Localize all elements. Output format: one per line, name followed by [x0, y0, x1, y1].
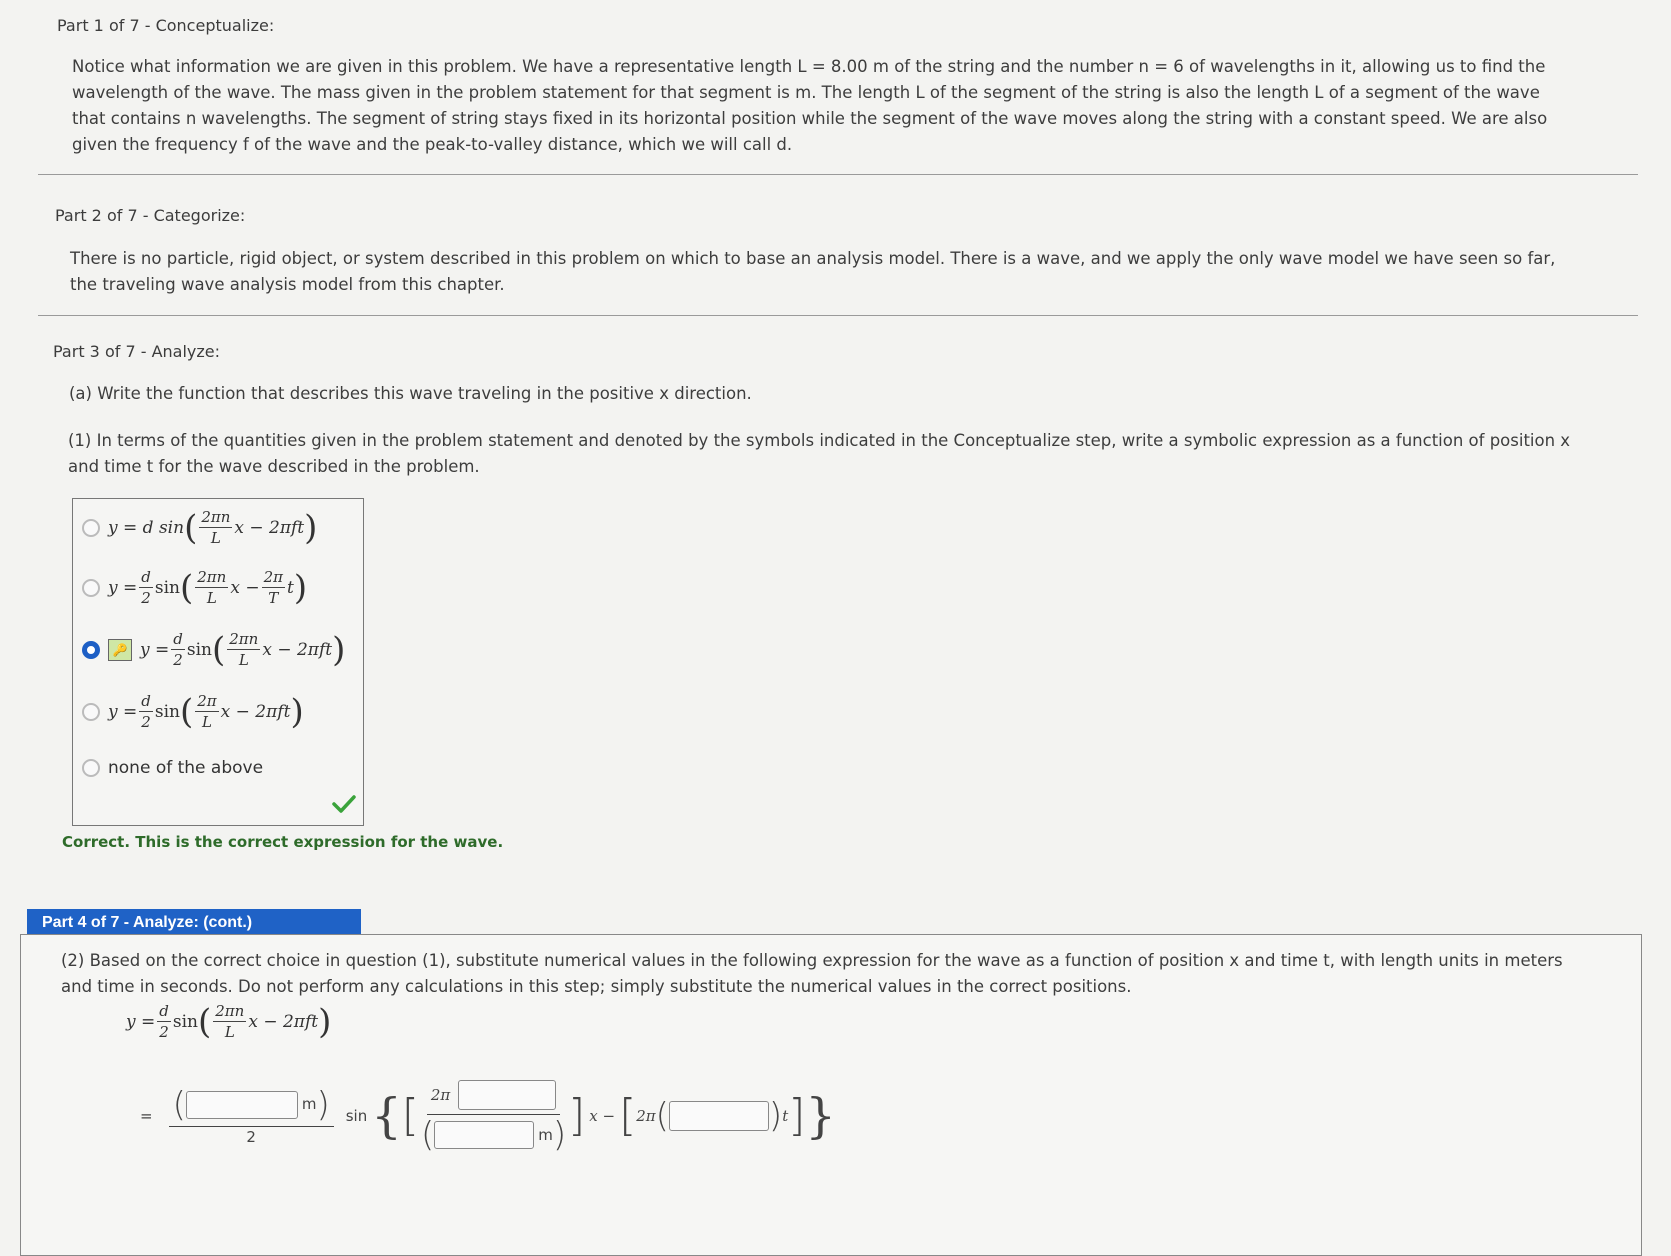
question-1: (1) In terms of the quantities given in the problem statement and denoted by the symbols indicated in the Conceptualize step, write a symbolic expression as a function of position x and time t for the wave described in the problem.	[68, 431, 1571, 476]
option-3[interactable]	[82, 632, 345, 668]
wave-formula: y = $\frac{d}{2}$ sin ( $\frac{2\pi n}{L}$ x − 2πft )	[126, 1002, 332, 1042]
part2-title: Part 2 of 7 - Categorize:	[55, 206, 246, 225]
input-n[interactable]	[458, 1080, 556, 1110]
radio-option-2[interactable]	[82, 579, 100, 597]
option-4[interactable]	[82, 694, 304, 730]
option-5[interactable]	[82, 758, 263, 778]
part1-text: Notice what information we are given in this problem. We have a representative length L = 8.00 m of the string and the number n = 6 of wavelengths in it, allowing us to find the wavelength of the wave. The mass given in the problem statement for that segment is m. The length L of the segment of the string is also the length L of a segment of the wave that contains n wavelengths. The segment of string stays fixed in its horizontal position while the segment of the wave moves along the string with a constant speed. We are also given the frequency f of the wave and the peak-to-valley distance, which we will call d.	[72, 57, 1548, 154]
checkmark-icon	[332, 794, 356, 814]
option-3-expression: y = $\frac{d}{2}$ sin ( $\frac{2\pi n}{L}$ x − 2πft )	[140, 630, 346, 670]
part2-text: There is no particle, rigid object, or system described in this problem on which to base an analysis model. There is a wave, and we apply the only wave model we have seen so far, the traveling wave analysis model from this chapter.	[70, 249, 1556, 294]
part3-title: Part 3 of 7 - Analyze:	[53, 342, 221, 361]
input-d[interactable]	[186, 1091, 298, 1119]
part1-title: Part 1 of 7 - Conceptualize:	[57, 16, 275, 35]
radio-option-5[interactable]	[82, 759, 100, 777]
option-1-expression: y = d sin ( $\frac{2\pi n}{L}$ x − 2πft )	[108, 508, 318, 548]
option-4-expression: y = $\frac{d}{2}$ sin ( $\frac{2\pi}{L}$ x − 2πft )	[108, 692, 304, 732]
input-f[interactable]	[669, 1101, 769, 1131]
radio-option-1[interactable]	[82, 519, 100, 537]
input-L[interactable]	[434, 1121, 534, 1149]
radio-option-4[interactable]	[82, 703, 100, 721]
divider	[38, 315, 1638, 316]
divider	[38, 174, 1638, 175]
option-2[interactable]	[82, 570, 307, 606]
option-5-label: none of the above	[108, 758, 264, 778]
option-1[interactable]	[82, 510, 317, 546]
option-2-expression: y = $\frac{d}{2}$ sin ( $\frac{2\pi n}{L}$ x − $\frac{2\pi}{T}$ t )	[108, 568, 308, 608]
feedback-correct: Correct. This is the correct expression for the wave.	[62, 833, 504, 851]
part4-banner: Part 4 of 7 - Analyze: (cont.)	[27, 909, 361, 936]
radio-option-3-selected[interactable]	[82, 641, 100, 659]
substitution-row: = ( m ) 2 sin { [ 2π ( m ) ] x − [ 2π ( ) t ] }	[140, 1080, 836, 1152]
key-icon: 🔑	[108, 639, 132, 661]
question-2: (2) Based on the correct choice in question (1), substitute numerical values in the following expression for the wave as a function of position x and time t, with length units in meters and time in seconds. Do not perform any calculations in this step; simply substitute the numerical values in the correct positions.	[61, 951, 1563, 996]
question-a: (a) Write the function that describes this wave traveling in the positive x direction.	[69, 384, 752, 403]
